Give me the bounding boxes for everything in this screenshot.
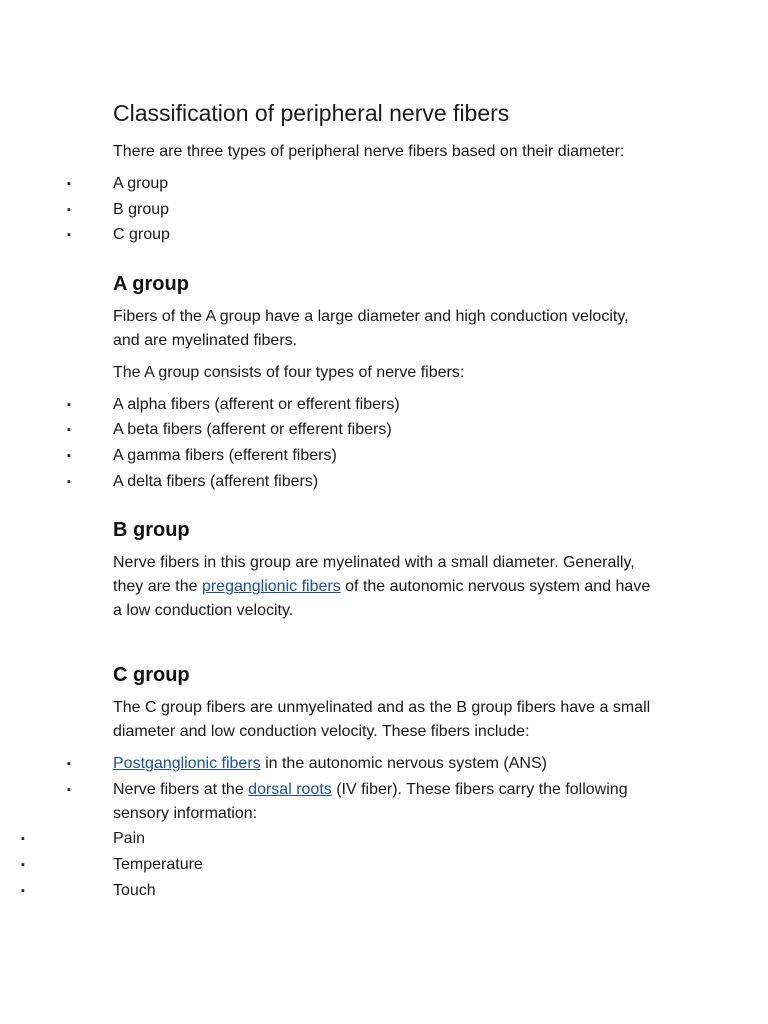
bullet-icon: ▪ <box>67 229 71 242</box>
list-item: ▪ A beta fibers (afferent or efferent fibers) <box>113 418 658 442</box>
bullet-icon: ▪ <box>67 398 71 411</box>
list-item: ▪ Temperature <box>113 853 658 877</box>
bullet-icon: ▪ <box>21 833 25 846</box>
list-item: ▪ B group <box>113 198 658 222</box>
list-item: ▪ A gamma fibers (efferent fibers) <box>113 444 658 468</box>
a-group-heading: A group <box>113 272 189 295</box>
list-item: ▪ Postganglionic fibers in the autonomic nervous system (ANS) <box>113 752 658 776</box>
list-item: ▪ Touch <box>113 879 658 903</box>
b-group-heading: B group <box>113 519 190 542</box>
bullet-icon: ▪ <box>21 858 25 871</box>
c-group-fibers-list <box>67 752 658 826</box>
document-content <box>21 98 658 904</box>
a-group-types-list <box>67 393 658 494</box>
list-item: ▪ Nerve fibers at the dorsal roots (IV fiber). These fibers carry the following sensory information: <box>113 778 658 826</box>
c-group-paragraph: The C group fibers are unmyelinated and as the B group fibers have a small diameter and low conduction velocity. These fibers include: <box>113 699 651 741</box>
dorsal-roots-link[interactable]: dorsal roots <box>248 780 332 798</box>
bullet-icon: ▪ <box>67 203 71 216</box>
list-item: ▪ C group <box>113 223 658 247</box>
intro-paragraph: There are three types of peripheral nerve fibers based on their diameter: <box>113 143 625 160</box>
preganglionic-fibers-link[interactable]: preganglionic fibers <box>201 578 341 596</box>
list-item: ▪ A group <box>113 172 658 196</box>
list-item: ▪ Pain <box>113 827 658 851</box>
b-group-paragraph: Nerve fibers in this group are myelinated with a small diameter. Generally, they are the preganglionic fibers of the autonomic nervous system and have a low conduction velocity. <box>113 554 651 620</box>
document-title: Classification of peripheral nerve fibers <box>113 100 510 126</box>
list-item: ▪ A alpha fibers (afferent or efferent fibers) <box>113 393 658 417</box>
bullet-icon: ▪ <box>67 424 71 437</box>
a-group-paragraph: Fibers of the A group have a large diameter and high conduction velocity, and are myelinated fibers. <box>113 307 629 349</box>
bullet-icon: ▪ <box>21 884 25 897</box>
groups-list <box>67 172 658 247</box>
bullet-icon: ▪ <box>67 475 71 488</box>
bullet-icon: ▪ <box>67 449 71 462</box>
bullet-icon: ▪ <box>67 783 71 796</box>
postganglionic-fibers-link[interactable]: Postganglionic fibers <box>113 755 261 773</box>
list-item: ▪ A delta fibers (afferent fibers) <box>113 470 658 494</box>
bullet-icon: ▪ <box>67 178 71 190</box>
sensory-info-list <box>21 827 658 902</box>
bullet-icon: ▪ <box>67 758 71 771</box>
c-group-heading: C group <box>113 664 190 687</box>
a-group-types-intro: The A group consists of four types of nerve fibers: <box>113 363 465 381</box>
